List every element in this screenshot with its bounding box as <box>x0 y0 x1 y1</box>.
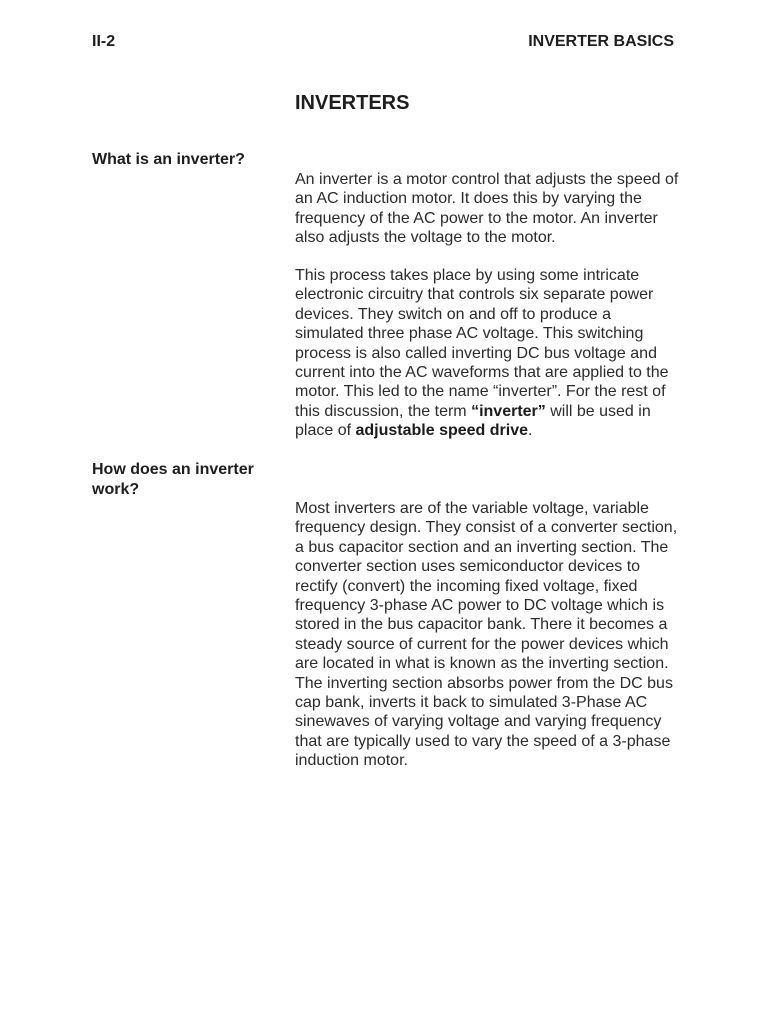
page-title: INVERTERS <box>295 92 410 114</box>
section-heading-how-inverter-works: How does an inverter work? <box>92 461 254 498</box>
page-number: II-2 <box>92 33 116 50</box>
bold-term-inverter: “inverter” <box>471 402 546 420</box>
paragraph-inverter-operation: Most inverters are of the variable voltage, variable frequency design. They consist of a converter section, a bus capacitor section and an inverting section. The converter section uses semiconductor devices to rectify (convert) the incoming fixed voltage, fixed frequency 3-phase AC power to DC voltage which is stored in the bus capacitor bank. There it becomes a steady source of current for the power devices which are located in what is known as the inverting section. The inverting section absorbs power from the DC bus cap bank, inverts it back to simulated 3-Phase AC sinewaves of varying voltage and varying frequency that are typically used to vary the speed of a 3-phase induction motor. <box>295 500 678 770</box>
bold-term-adjustable-speed-drive: adjustable speed drive <box>355 422 528 440</box>
paragraph-text: This process takes place by using some intricate electronic circuitry that controls six separate power devices. They switch on and off to produce a simulated three phase AC voltage. This switching process is also called inverting DC bus voltage and current into the AC waveforms that are applied to the motor. This led to the name “inverter”. For the rest of this discussion, the term <box>295 267 669 420</box>
paragraph-inverter-definition: An inverter is a motor control that adjusts the speed of an AC induction motor. It does this by varying the frequency of the AC power to the motor. An inverter also adjusts the voltage to the motor. <box>295 171 679 247</box>
section-heading-what-is-inverter: What is an inverter? <box>92 151 245 168</box>
paragraph-text: . <box>528 422 533 440</box>
paragraph-inverting-process <box>295 266 680 441</box>
paragraph-text: will be used in place of <box>295 402 651 440</box>
running-header-title: INVERTER BASICS <box>528 33 674 50</box>
